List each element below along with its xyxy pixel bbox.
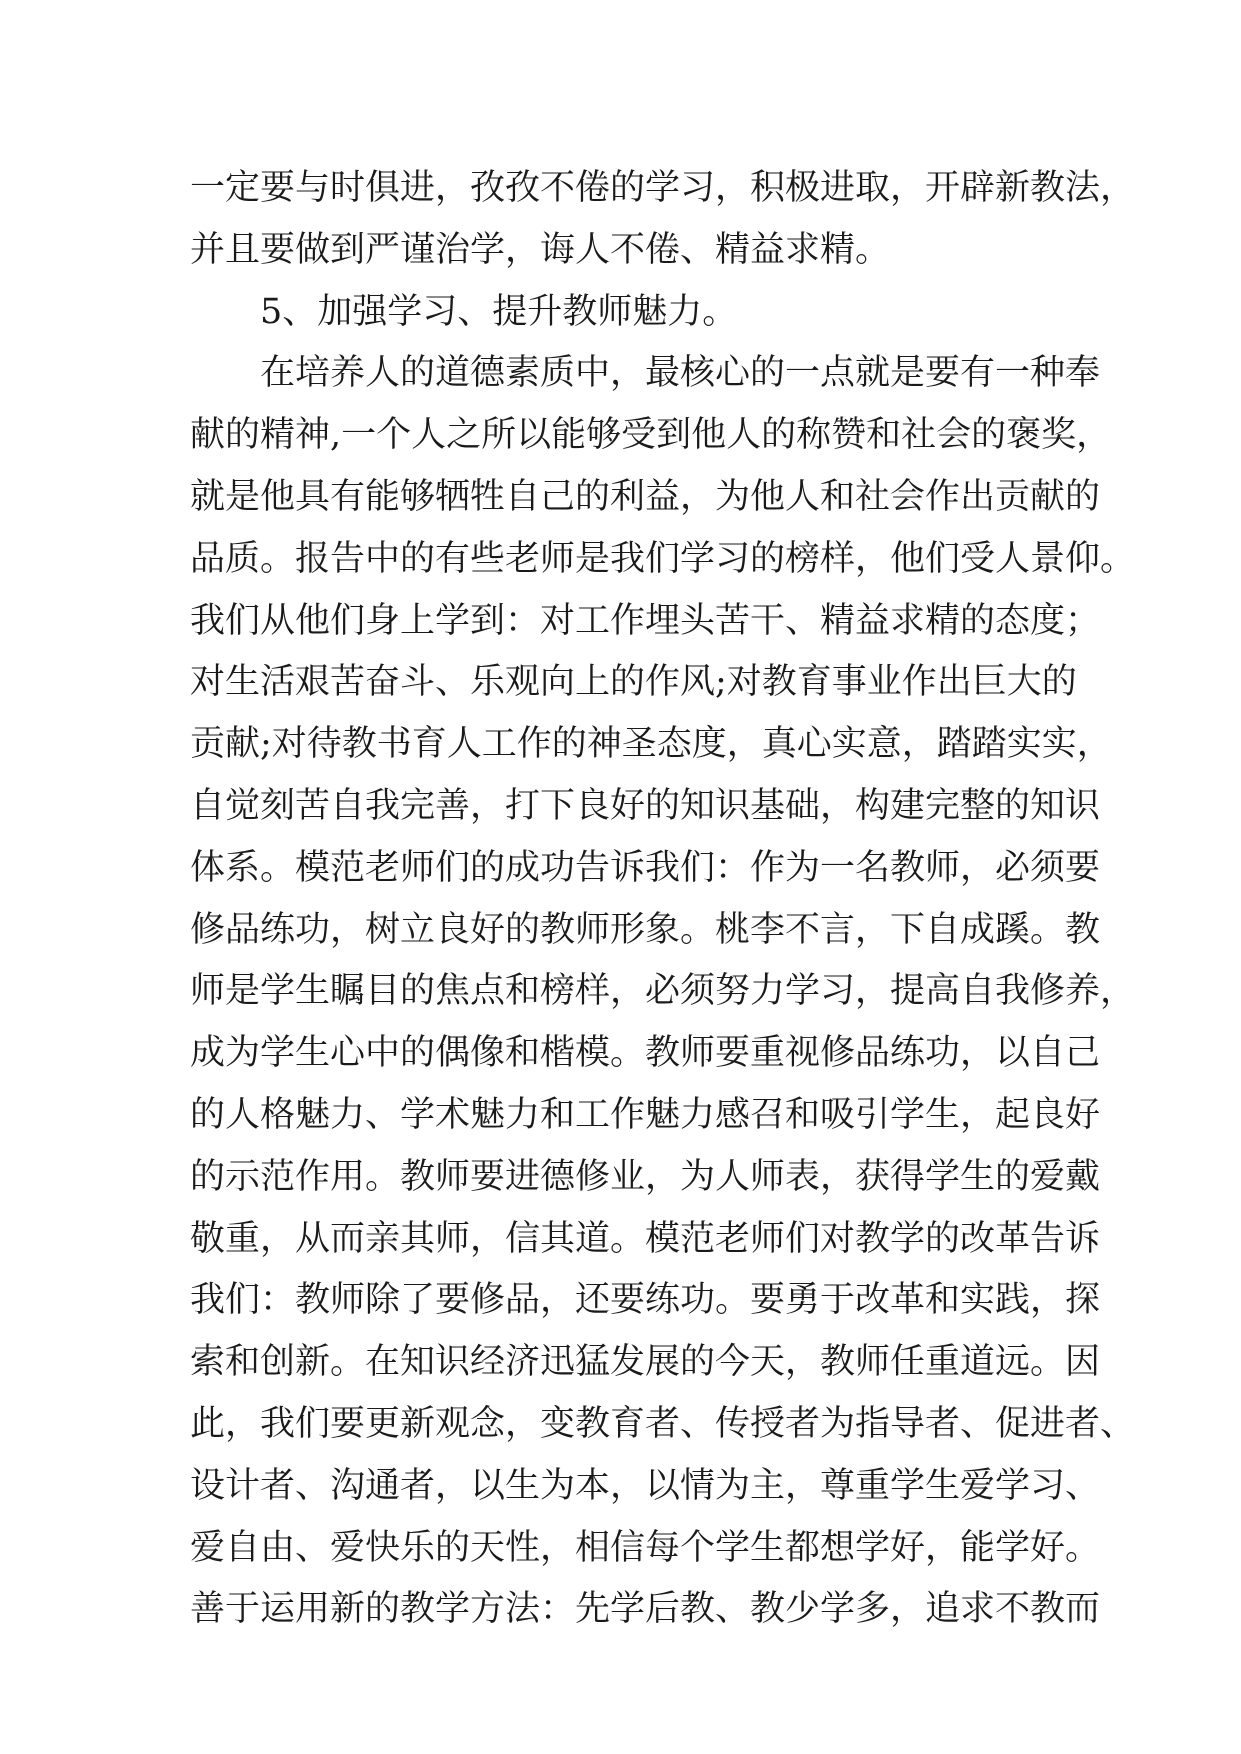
text-line: 索和创新。在知识经济迅猛发展的今天，教师任重道远。因 — [190, 1342, 1101, 1383]
text-line: 一定要与时俱进，孜孜不倦的学习，积极进取，开辟新教法， — [190, 168, 1136, 208]
text-line: 成为学生心中的偶像和楷模。教师要重视修品练功，以自己 — [190, 1033, 1101, 1074]
text-line: 善于运用新的教学方法：先学后教、教少学多，追求不教而 — [190, 1589, 1101, 1630]
text-line: 敬重，从而亲其师，信其道。模范老师们对教学的改革告诉 — [190, 1218, 1101, 1259]
text-line: 的示范作用。教师要进德修业，为人师表，获得学生的爱戴 — [190, 1156, 1101, 1197]
body-text — [190, 158, 1136, 1641]
section-heading: 5、加强学习、提升教师魅力。 — [260, 291, 738, 332]
text-line: 设计者、沟通者，以生为本，以情为主，尊重学生爱学习、 — [190, 1465, 1101, 1506]
text-line: 此，我们要更新观念，变教育者、传授者为指导者、促进者、 — [190, 1403, 1136, 1444]
text-line: 的人格魅力、学术魅力和工作魅力感召和吸引学生，起良好 — [190, 1094, 1101, 1135]
text-line: 修品练功，树立良好的教师形象。桃李不言，下自成蹊。教 — [190, 909, 1101, 950]
text-line: 我们从他们身上学到：对工作埋头苦干、精益求精的态度； — [190, 600, 1101, 641]
text-line: 贡献;对待教书育人工作的神圣态度，真心实意，踏踏实实， — [190, 724, 1112, 765]
text-line: 我们：教师除了要修品，还要练功。要勇于改革和实践，探 — [190, 1280, 1101, 1321]
text-line: 品质。报告中的有些老师是我们学习的榜样，他们受人景仰。 — [190, 538, 1136, 579]
text-line: 在培养人的道德素质中，最核心的一点就是要有一种奉 — [260, 353, 1101, 394]
text-line: 体系。模范老师们的成功告诉我们：作为一名教师，必须要 — [190, 847, 1101, 888]
text-line: 对生活艰苦奋斗、乐观向上的作风;对教育事业作出巨大的 — [190, 662, 1077, 703]
text-line: 自觉刻苦自我完善，打下良好的知识基础，构建完整的知识 — [190, 785, 1101, 826]
text-line: 献的精神,一个人之所以能够受到他人的称赞和社会的褒奖， — [190, 415, 1112, 456]
text-line: 并且要做到严谨治学，诲人不倦、精益求精。 — [190, 229, 891, 270]
text-line: 师是学生瞩目的焦点和榜样，必须努力学习，提高自我修养， — [190, 971, 1136, 1012]
text-line: 就是他具有能够牺牲自己的利益，为他人和社会作出贡献的 — [190, 476, 1101, 517]
text-line: 爱自由、爱快乐的天性，相信每个学生都想学好，能学好。 — [190, 1527, 1101, 1568]
